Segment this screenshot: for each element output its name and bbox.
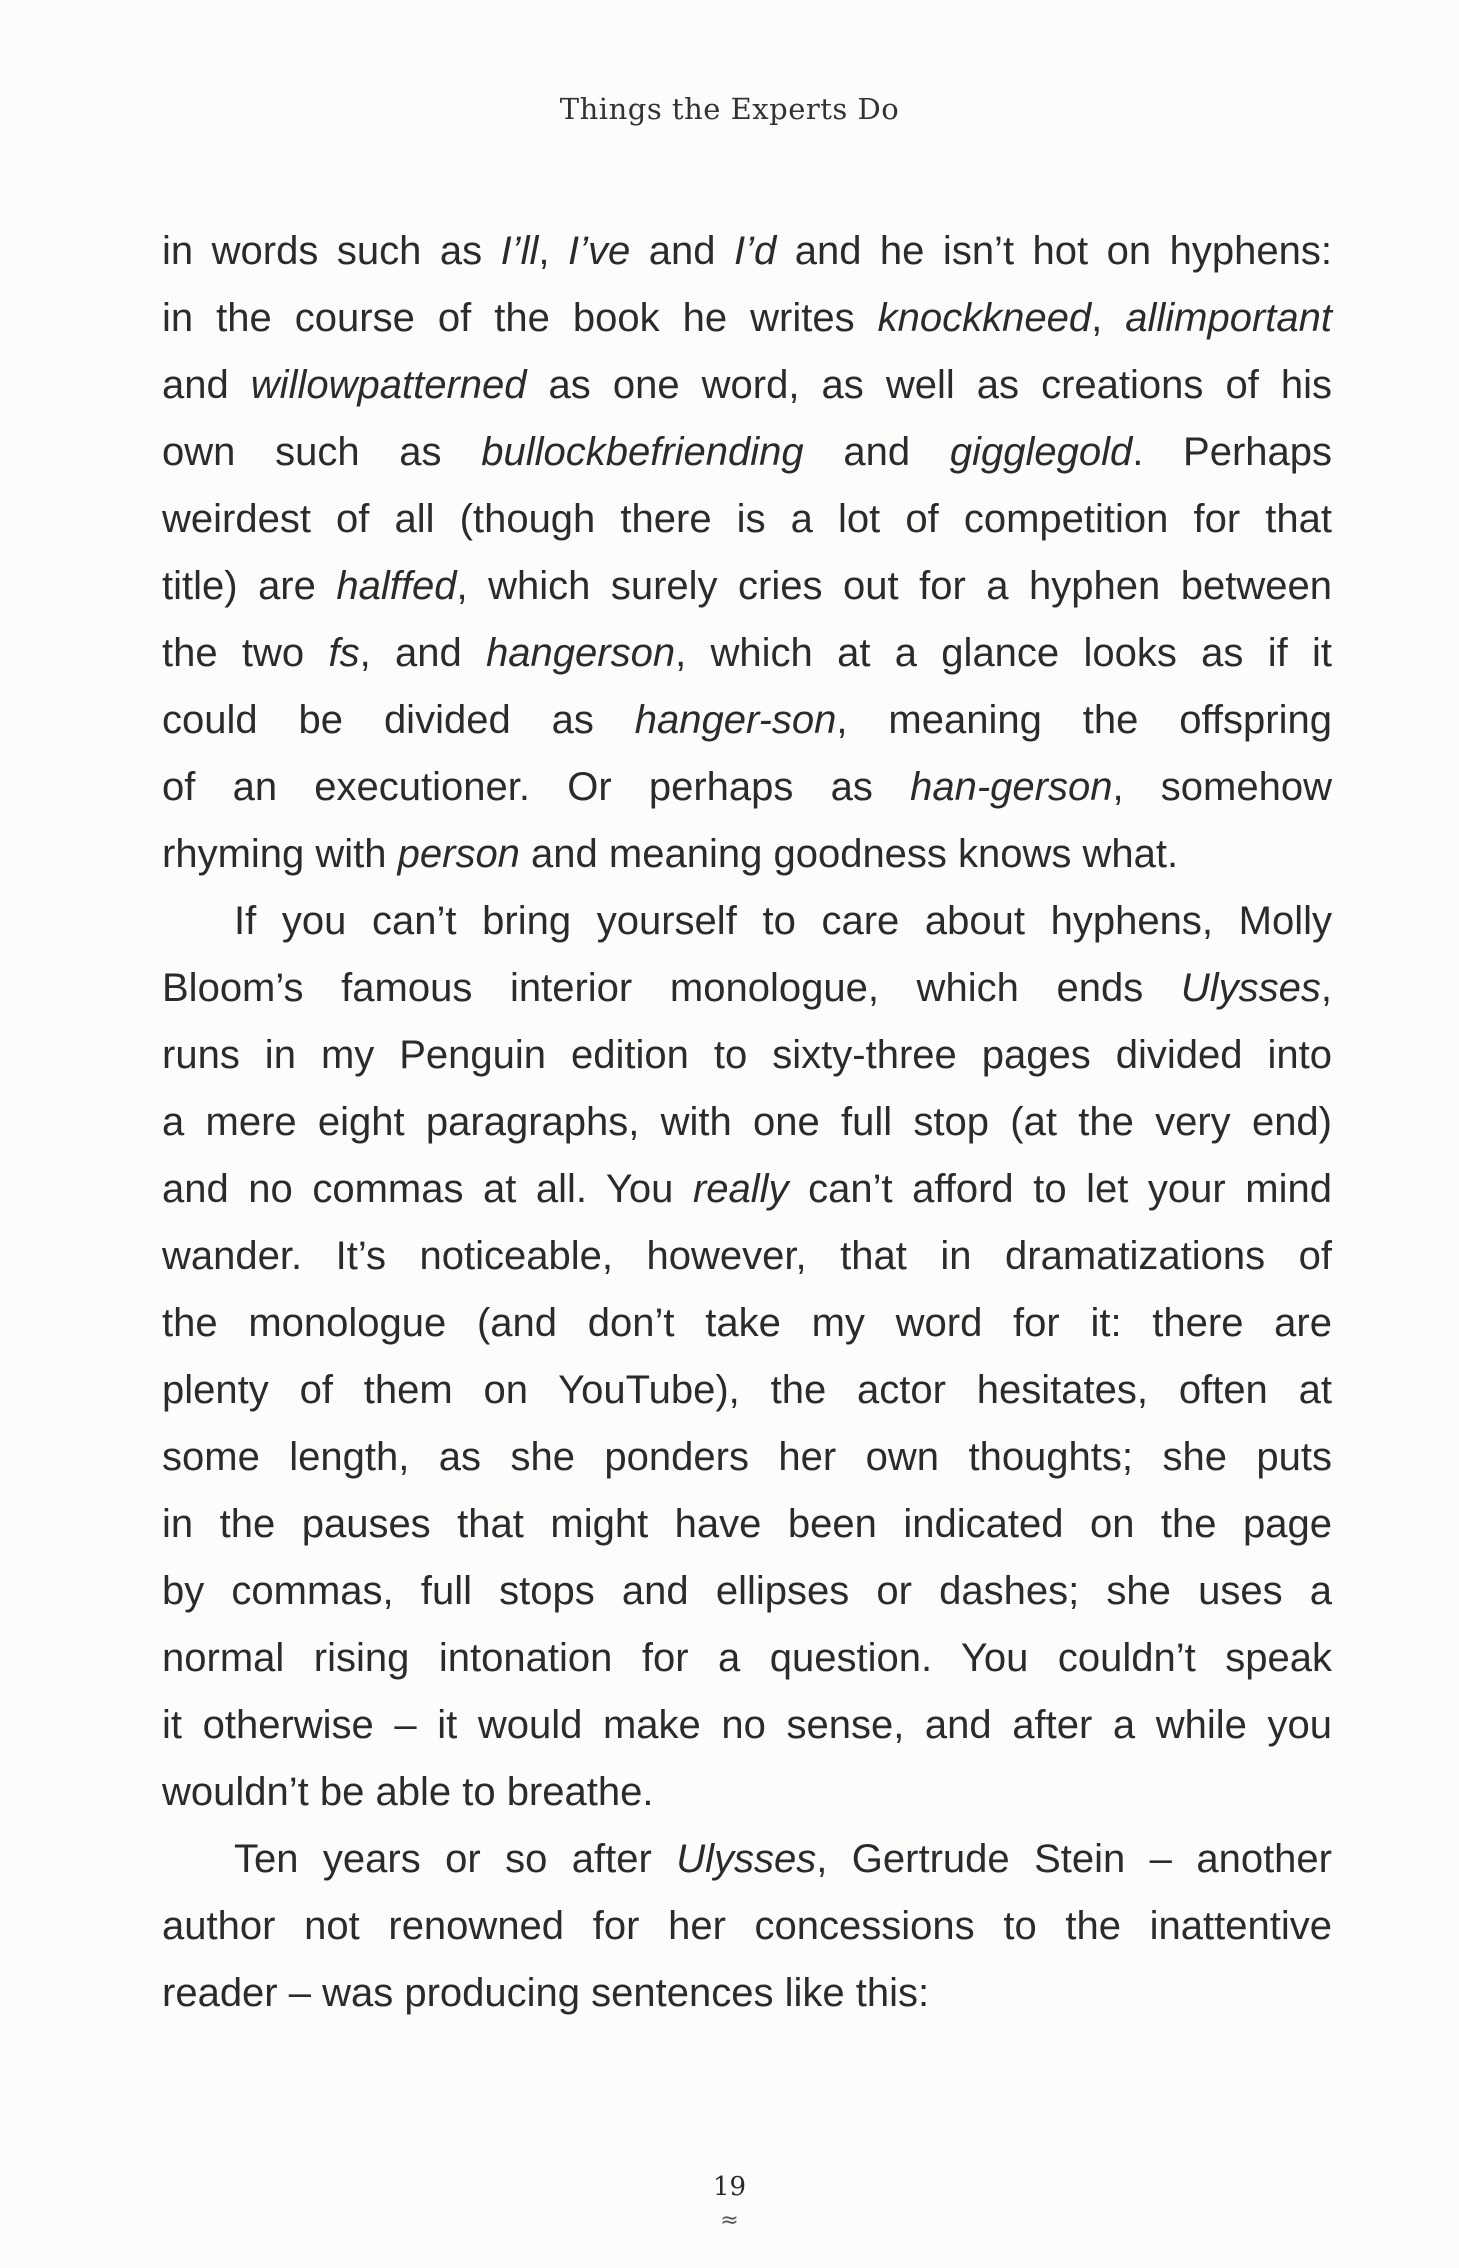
text-run: own such as	[162, 430, 482, 474]
text-line	[162, 1491, 1332, 1558]
text-line	[162, 285, 1332, 352]
text-line	[162, 218, 1332, 285]
italic-term: really	[692, 1167, 789, 1211]
text-run: runs in my Penguin edition to sixty-three pages divided into	[162, 1033, 1332, 1077]
text-run: , Gertrude Stein – another	[816, 1837, 1332, 1881]
text-run: could be divided as	[162, 698, 635, 742]
text-run: . Perhaps	[1132, 430, 1332, 474]
text-line	[162, 486, 1332, 553]
text-line	[162, 1759, 1332, 1826]
text-run: in words such as	[162, 229, 501, 273]
text-line	[162, 1223, 1332, 1290]
text-run: by commas, full stops and ellipses or dashes; she uses a	[162, 1569, 1332, 1613]
text-line	[162, 888, 1332, 955]
text-line	[162, 1089, 1332, 1156]
text-line	[162, 419, 1332, 486]
text-run: title) are	[162, 564, 337, 608]
text-line	[162, 955, 1332, 1022]
text-run: , which at a glance looks as if it	[675, 631, 1333, 675]
italic-term: allimportant	[1125, 296, 1332, 340]
italic-term: I’ve	[567, 229, 631, 273]
page-number: 19	[712, 2172, 747, 2202]
italic-term: I’ll	[500, 229, 539, 273]
text-run: and	[162, 363, 251, 407]
text-run: Ten years or so after	[234, 1837, 677, 1881]
text-run: normal rising intonation for a question. You couldn’t speak	[162, 1636, 1332, 1680]
text-line	[162, 1960, 1332, 2027]
text-run: ,	[1091, 296, 1126, 340]
italic-term: halffed	[336, 564, 457, 608]
text-line	[162, 687, 1332, 754]
text-run: and he isn’t hot on hyphens:	[776, 229, 1332, 273]
text-run: wouldn’t be able to breathe.	[162, 1770, 654, 1814]
text-line	[162, 1424, 1332, 1491]
text-run: a mere eight paragraphs, with one full stop (at the very end)	[162, 1100, 1332, 1144]
text-run: and no commas at all. You	[162, 1167, 693, 1211]
text-line	[162, 821, 1332, 888]
text-run: of an executioner. Or perhaps as	[162, 765, 911, 809]
text-run: and	[630, 229, 734, 273]
text-run: , meaning the offspring	[836, 698, 1332, 742]
paragraph	[162, 1826, 1332, 2027]
text-run: the two	[162, 631, 329, 675]
italic-term: knockkneed	[877, 296, 1092, 340]
text-line	[162, 1156, 1332, 1223]
italic-term: han-gerson	[910, 765, 1113, 809]
italic-term: bullockbefriending	[481, 430, 804, 474]
italic-term: fs	[328, 631, 360, 675]
text-line	[162, 1357, 1332, 1424]
text-run: can’t afford to let your mind	[788, 1167, 1332, 1211]
text-line	[162, 620, 1332, 687]
text-line	[162, 553, 1332, 620]
text-run: rhyming with	[162, 832, 398, 876]
text-line	[162, 1022, 1332, 1089]
italic-term: I’d	[733, 229, 777, 273]
text-run: it otherwise – it would make no sense, and after a while you	[162, 1703, 1332, 1747]
italic-term: willowpatterned	[250, 363, 527, 407]
text-run: If you can’t bring yourself to care about hyphens, Molly	[234, 899, 1332, 943]
text-run: and	[803, 430, 950, 474]
text-run: plenty of them on YouTube), the actor hesitates, often at	[162, 1368, 1332, 1412]
italic-term: Ulysses	[1180, 966, 1321, 1010]
text-run: some length, as she ponders her own thoughts; she puts	[162, 1435, 1332, 1479]
text-run: in the pauses that might have been indicated on the page	[162, 1502, 1332, 1546]
text-line	[162, 352, 1332, 419]
text-run: in the course of the book he writes	[162, 296, 878, 340]
text-run: Bloom’s famous interior monologue, which ends	[162, 966, 1181, 1010]
italic-term: hanger-son	[634, 698, 837, 742]
text-run: wander. It’s noticeable, however, that in dramatizations of	[162, 1234, 1332, 1278]
text-run: , and	[359, 631, 487, 675]
text-run: author not renowned for her concessions to the inattentive	[162, 1904, 1332, 1948]
text-run: weirdest of all (though there is a lot of competition for that	[162, 497, 1332, 541]
text-run: ,	[1320, 966, 1332, 1010]
text-run: and meaning goodness knows what.	[519, 832, 1179, 876]
text-run: reader – was producing sentences like this:	[162, 1971, 930, 2015]
text-run: ,	[538, 229, 568, 273]
italic-term: gigglegold	[949, 430, 1133, 474]
text-line	[162, 754, 1332, 821]
text-run: as one word, as well as creations of his	[526, 363, 1332, 407]
running-head-title: Things the Experts Do	[559, 92, 900, 126]
text-line	[162, 1692, 1332, 1759]
body-text	[162, 218, 1332, 2027]
text-run: , which surely cries out for a hyphen between	[456, 564, 1332, 608]
wave-ornament-icon: ≈	[720, 2208, 739, 2233]
paragraph	[162, 218, 1332, 888]
paragraph	[162, 888, 1332, 1826]
text-line	[162, 1893, 1332, 1960]
text-line	[162, 1625, 1332, 1692]
text-run: the monologue (and don’t take my word for it: there are	[162, 1301, 1332, 1345]
italic-term: hangerson	[486, 631, 676, 675]
italic-term: person	[397, 832, 520, 876]
text-line	[162, 1826, 1332, 1893]
text-run: , somehow	[1112, 765, 1332, 809]
text-line	[162, 1558, 1332, 1625]
italic-term: Ulysses	[676, 1837, 817, 1881]
text-line	[162, 1290, 1332, 1357]
